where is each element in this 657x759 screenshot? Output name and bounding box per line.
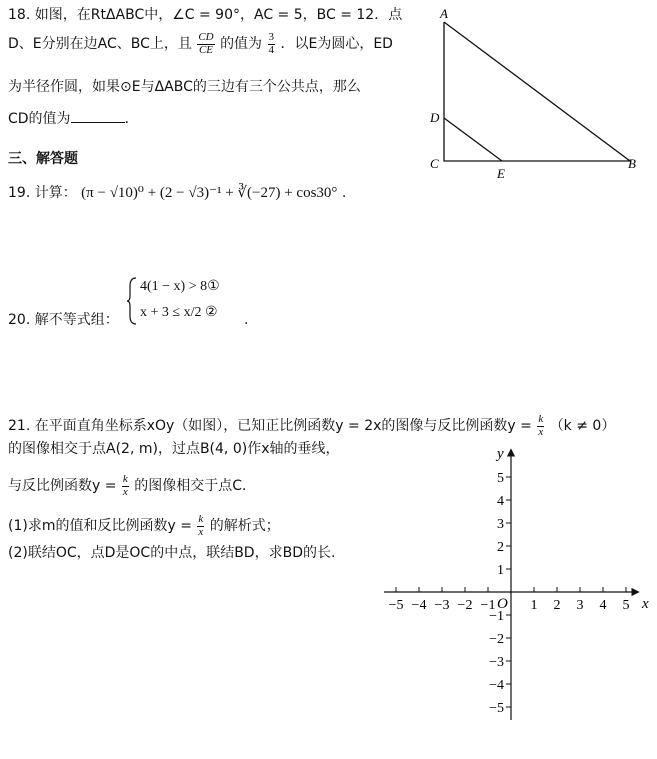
label-b: B xyxy=(628,156,636,171)
q21-part2: (2)联结OC，点D是OC的中点，联结BD，求BD的长. xyxy=(8,545,336,561)
y-tick-label: −5 xyxy=(489,701,504,716)
y-axis-label: y xyxy=(497,446,504,462)
y-tick-label: −3 xyxy=(489,655,504,670)
q18-line2-c: ．以E为圆心，ED xyxy=(280,36,393,53)
q21-x-2: x xyxy=(122,485,128,498)
q18-line2 xyxy=(8,32,393,56)
q18-line4-b: ． xyxy=(124,111,139,127)
q21-k-2: k xyxy=(122,473,128,485)
q21-part1-a: (1)求m的值和反比例函数y = xyxy=(8,518,192,535)
y-tick-label: 4 xyxy=(497,494,504,509)
y-tick-label: 3 xyxy=(497,517,504,532)
q21-part1 xyxy=(8,514,280,538)
x-tick-label: 1 xyxy=(530,598,538,613)
x-tick-label: −4 xyxy=(411,598,427,613)
q20-inequality-1: 4(1 − x) > 8① xyxy=(140,279,220,294)
q18-value-frac xyxy=(268,32,276,56)
q21-line1-b: （k ≠ 0） xyxy=(549,418,616,435)
axis-ticks xyxy=(389,471,630,716)
q19-suffix: . xyxy=(341,185,347,201)
origin-label: O xyxy=(497,596,508,612)
q18-line4-a: CD的值为 xyxy=(8,111,71,127)
label-d: D xyxy=(430,110,440,125)
q20-prefix: 20. 解不等式组： xyxy=(8,312,119,328)
q18-line3: 为半径作圆，如果⊙E与ΔABC的三边有三个公共点，那么 xyxy=(8,79,361,95)
x-tick-label: −5 xyxy=(388,598,404,613)
x-tick-label: 4 xyxy=(599,598,607,613)
q19-expression: (π − √10)⁰ + (2 − √3)⁻¹ + ∛(−27) + cos30° xyxy=(81,185,338,201)
answer-blank xyxy=(71,110,125,123)
q21-part1-b: 的解析式； xyxy=(209,518,280,535)
segment-de xyxy=(444,118,502,161)
q18-value-den: 4 xyxy=(268,43,275,56)
q21-line3-b: 的图像相交于点C． xyxy=(134,478,257,495)
x-tick-label: −3 xyxy=(434,598,450,613)
x-tick-label: 2 xyxy=(553,598,561,613)
q18-value-num: 3 xyxy=(268,31,275,43)
q21-x-1: x xyxy=(538,425,544,438)
triangle-abc xyxy=(444,22,630,161)
q19-prefix: 19. 计算： xyxy=(8,185,77,201)
q21-line1 xyxy=(8,414,615,438)
q18-line4 xyxy=(8,110,139,126)
y-tick-label: 2 xyxy=(497,540,504,555)
q18-line2-b: 的值为 xyxy=(220,36,263,53)
x-axis-label: x xyxy=(642,596,649,612)
q19 xyxy=(8,186,346,201)
q21-k-1: k xyxy=(538,413,544,425)
q18-line2-a: D、E分别在边AC、BC上，且 xyxy=(8,36,192,53)
q21-k-3: k xyxy=(198,513,204,525)
label-a: A xyxy=(440,6,448,21)
y-tick-label: 5 xyxy=(497,471,504,486)
q18-ratio-frac xyxy=(197,32,214,56)
x-tick-label: 3 xyxy=(576,598,584,613)
q20-inequality-2: x + 3 ≤ x/2 ② xyxy=(140,305,218,320)
q20-suffix: . xyxy=(244,312,249,328)
x-tick-label: 5 xyxy=(622,598,630,613)
section-heading: 三、解答题 xyxy=(8,151,78,167)
q21-line3-a: 与反比例函数y = xyxy=(8,478,117,495)
y-tick-label: 1 xyxy=(497,563,504,578)
triangle-figure xyxy=(420,0,657,185)
q21-line1-a: 21. 在平面直角坐标系xOy（如图），已知正比例函数y = 2x的图像与反比例函数y = xyxy=(8,418,532,435)
x-tick-label: −2 xyxy=(457,598,473,613)
q21-line2: 的图像相交于点A(2, m)，过点B(4, 0)作x轴的垂线， xyxy=(8,441,340,457)
q18-ratio-den: CE xyxy=(198,43,213,56)
q21-line3 xyxy=(8,474,256,498)
q21-kx-frac-1 xyxy=(537,414,544,438)
system-brace xyxy=(126,276,138,326)
q21-kx-frac-2 xyxy=(122,474,129,498)
q18-ratio-num: CD xyxy=(198,31,214,43)
y-tick-label: −1 xyxy=(489,609,504,624)
y-tick-label: −4 xyxy=(489,678,504,693)
q21-x-3: x xyxy=(198,525,204,538)
coordinate-axes xyxy=(380,440,657,759)
q18-line1: 18. 如图，在RtΔABC中，∠C = 90°，AC = 5，BC = 12．点 xyxy=(8,7,403,23)
label-e: E xyxy=(497,166,505,181)
q21-kx-frac-3 xyxy=(197,514,204,538)
label-c: C xyxy=(430,156,439,171)
x-tick-label: −1 xyxy=(480,598,496,613)
y-tick-label: −2 xyxy=(489,632,504,647)
